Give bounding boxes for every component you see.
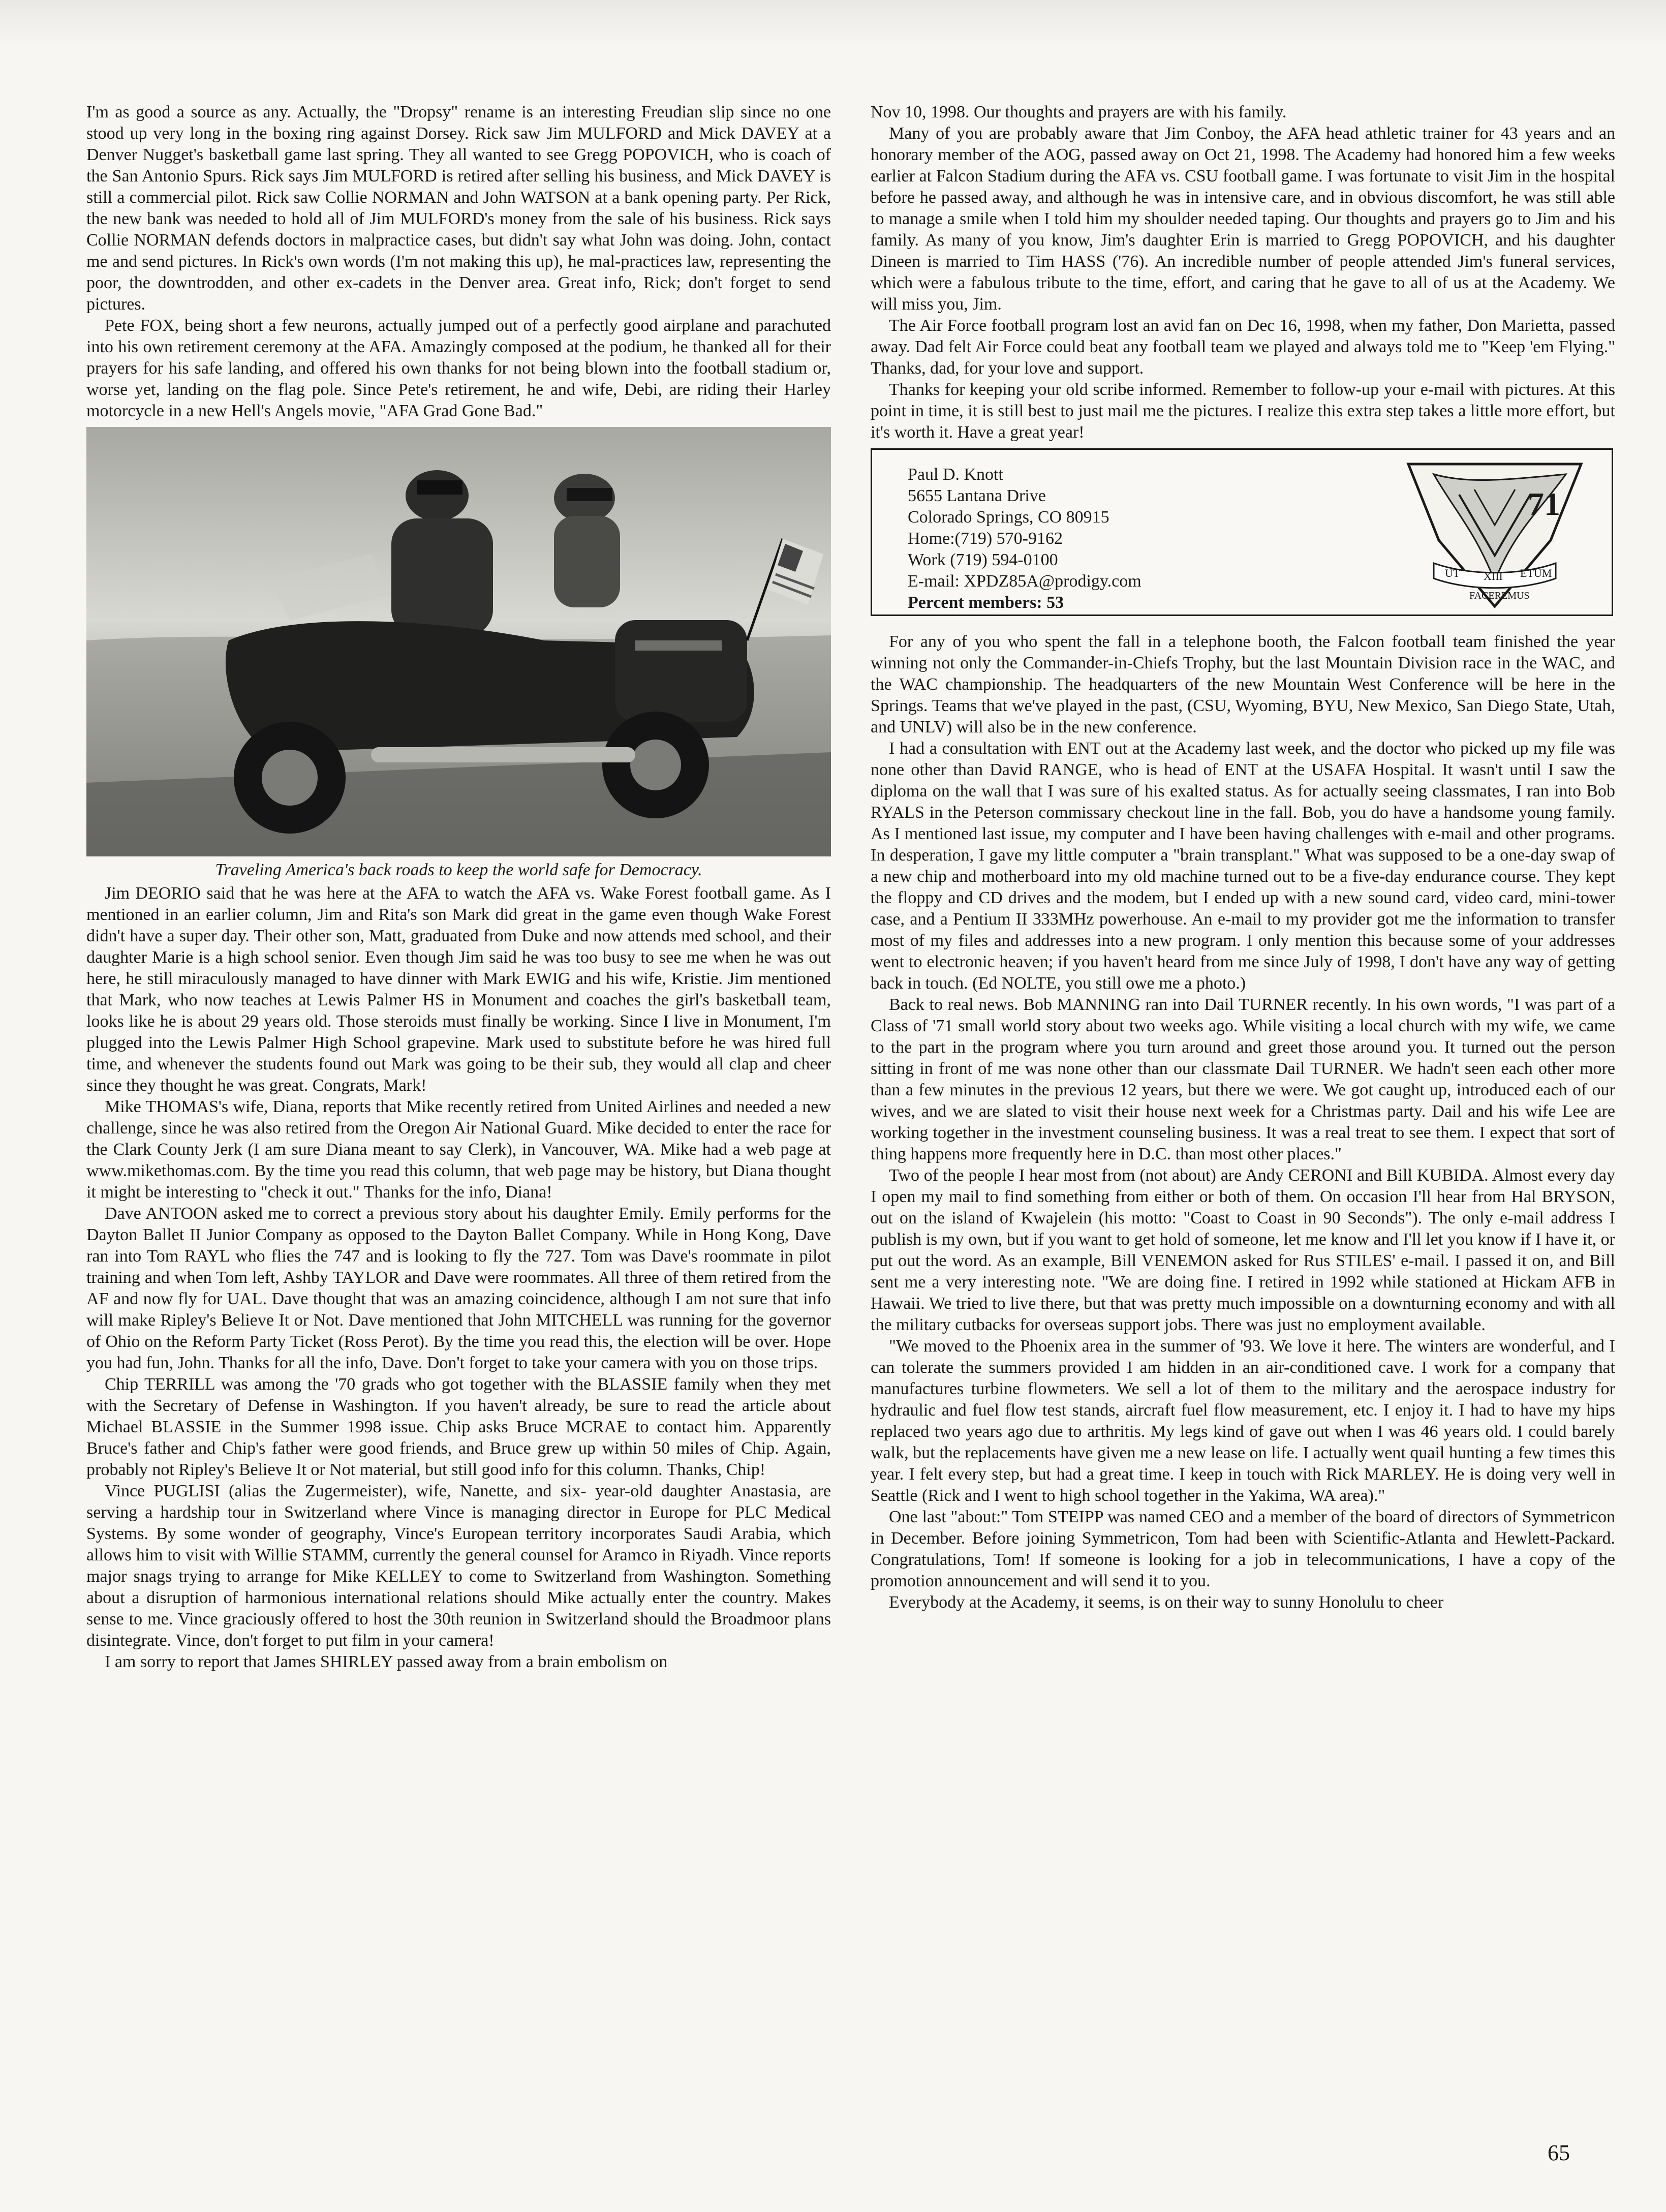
emblem-motto-left: UT xyxy=(1445,567,1460,579)
emblem-motto-bottom: FACEREMUS xyxy=(1469,590,1530,601)
contact-address: 5655 Lantana Drive xyxy=(908,486,1046,505)
paragraph: The Air Force football program lost an avid fan on Dec 16, 1998, when my father, Don Marietta, passed away. Dad felt Air Force could beat any football team we played and always told me to "Keep 'em Flying." Thanks, dad, for your love and support. xyxy=(871,316,1615,378)
contact-work-phone: Work (719) 594-0100 xyxy=(908,550,1058,569)
contact-name: Paul D. Knott xyxy=(908,465,1003,484)
page-top-shade xyxy=(0,0,1666,46)
page-number: 65 xyxy=(1548,2140,1570,2165)
paragraph: For any of you who spent the fall in a telephone booth, the Falcon football team finished the year winning not only the Commander-in-Chiefs Trophy, but the last Mountain Division race in the WAC, and the WAC championship. The headquarters of the new Mountain West Conference will be here in the Springs. Teams that we've played in the past, (CSU, Wyoming, BYU, New Mexico, San Diego State, Utah, and UNLV) will also be in the new conference. xyxy=(871,632,1615,736)
motorcycle-photo xyxy=(86,427,831,856)
paragraph: Mike THOMAS's wife, Diana, reports that Mike recently retired from United Airlines and needed a new challenge, since he was also retired from the Oregon Air National Guard. Mike decided to enter the race for the Clark County Jerk (I am sure Diana meant to say Clerk), in Vancouver, WA. Mike had a web page at www.mikethomas.com. By the time you read this column, that web page may be history, but Diana thought it might be interesting to "check it out." Thanks for the info, Diana! xyxy=(86,1097,831,1202)
paragraph: I am sorry to report that James SHIRLEY passed away from a brain embolism on xyxy=(105,1652,668,1671)
emblem-motto-right: ETUM xyxy=(1520,567,1552,579)
contact-email: E-mail: XPDZ85A@prodigy.com xyxy=(908,572,1141,591)
paragraph: One last "about:" Tom STEIPP was named CEO and a member of the board of directors of Symmetricon in December. Before joining Symmetricon, Tom had been with Scientific-Atlanta and Hewlett-Packard. Congratulations, Tom! If someone is looking for a job in telecommunications, I have a copy of the promotion announcement and will send it to you. xyxy=(871,1508,1615,1590)
paragraph: Jim DEORIO said that he was here at the AFA to watch the AFA vs. Wake Forest football game. As I mentioned in an earlier column, Jim and Rita's son Mark did great in the game even though Wake Forest didn't have a super day. Their other son, Matt, graduated from Duke and now attends med school, and their daughter Marie is a high school senior. Even though Jim said he was too busy to see me when he was out here, he still miraculously managed to have dinner with Mark EWIG and his wife, Kristie. Jim mentioned that Mark, who now teaches at Lewis Palmer HS in Monument and coaches the girl's basketball team, looks like he is about 29 years old. Those steroids must finally be working. Since I live in Monument, I'm plugged into the Lewis Palmer High School grapevine. Mark used to substitute before he was hired full time, and whenever the students found out Mark was going to be their sub, they would all clap and cheer since they thought he was great. Congrats, Mark! xyxy=(86,884,831,1095)
contact-box xyxy=(871,448,1613,616)
paragraph: Pete FOX, being short a few neurons, actually jumped out of a perfectly good airplane and parachuted into his own retirement ceremony at the AFA. Amazingly composed at the podium, he thanked all for their prayers for his safe landing, and offered his own thanks for not being blown into the football stadium or, worse yet, landing on the flag pole. Since Pete's retirement, he and wife, Debi, are riding their Harley motorcycle in a new Hell's Angels movie, "AFA Grad Gone Bad." xyxy=(86,316,831,420)
paragraph: Thanks for keeping your old scribe informed. Remember to follow-up your e-mail with pictures. At this point in time, it is still best to just mail me the pictures. I realize this extra step takes a little more effort, but it's worth it. Have a great year! xyxy=(871,380,1615,442)
percent-members: Percent members: 53 xyxy=(908,593,1064,612)
paragraph: I'm as good a source as any. Actually, the "Dropsy" rename is an interesting Freudian slip since no one stood up very long in the boxing ring against Dorsey. Rick saw Jim MULFORD and Mick DAVEY at a Denver Nugget's basketball game last spring. They all wanted to see Gregg POPOVICH, who is coach of the San Antonio Spurs. Rick says Jim MULFORD is retired after selling his business, and Mick DAVEY is still a commercial pilot. Rick saw Collie NORMAN and John WATSON at a bank opening party. Per Rick, the new bank was needed to hold all of Jim MULFORD's money from the sale of his business. Rick says Collie NORMAN defends doctors in malpractice cases, but didn't say what John was doing. John, contact me and send pictures. In Rick's own words (I'm not making this up), he mal-practices law, representing the poor, the downtrodden, and other ex-cadets in the Denver area. Great info, Rick; don't forget to send pictures. xyxy=(86,103,831,314)
class-crest-emblem xyxy=(1398,454,1591,611)
paragraph: Many of you are probably aware that Jim Conboy, the AFA head athletic trainer for 43 years and an honorary member of the AOG, passed away on Oct 21, 1998. The Academy had honored him a few weeks earlier at Falcon Stadium during the AFA vs. CSU football game. I was fortunate to visit Jim in the hospital before he passed away, and although he was in intensive care, and in obvious discomfort, he was still able to manage a smile when I told him my shoulder needed taping. Our thoughts and prayers go to Jim and his family. As many of you know, Jim's daughter Erin is married to Gregg POPOVICH, and his daughter Dineen is married to Tim HASS ('76). An incredible number of people attended Jim's funeral services, which were a fabulous tribute to the time, effort, and caring that he gave to all of us at the Academy. We will miss you, Jim. xyxy=(871,124,1615,314)
contact-home-phone: Home:(719) 570-9162 xyxy=(908,529,1063,548)
paragraph: Dave ANTOON asked me to correct a previous story about his daughter Emily. Emily performs for the Dayton Ballet II Junior Company as opposed to the Dayton Ballet Company. While in Hong Kong, Dave ran into Tom RAYL who flies the 747 and is looking to fly the 727. Tom was Dave's roommate in pilot training and when Tom left, Ashby TAYLOR and Dave were roommates. All three of them retired from the AF and now fly for UAL. Dave thought that was an amazing coincidence, although I am not sure that info will make Ripley's Believe It or Not. Dave mentioned that John MITCHELL was running for the governor of Ohio on the Reform Party Ticket (Ross Perot). By the time you read this, the election will be over. Hope you had fun, John. Thanks for all the info, Dave. Don't forget to take your camera with you on those trips. xyxy=(86,1204,831,1372)
paragraph: Two of the people I hear most from (not about) are Andy CERONI and Bill KUBIDA. Almost every day I open my mail to find something from either or both of them. On occasion I'll hear from Hal BRYSON, out on the island of Kwajelein (his motto: "Coast to Coast in 90 Seconds"). The only e-mail address I publish is my own, but if you want to get hold of someone, let me know and I'll let you know if I have it, or put out the word. As an example, Bill VENEMON asked for Rus STILES' e-mail. I passed it on, and Bill sent me a very interesting note. "We are doing fine. I retired in 1992 while stationed at Hickam AFB in Hawaii. We tried to live there, but that was pretty much impossible on a downturning economy and with all the military cutbacks for overseas support jobs. There was just no employment available. xyxy=(871,1166,1615,1334)
right-column xyxy=(871,102,1615,1613)
left-column xyxy=(86,102,831,1673)
emblem-motto-center: XIII xyxy=(1484,570,1503,582)
paragraph: Everybody at the Academy, it seems, is on their way to sunny Honolulu to cheer xyxy=(889,1593,1444,1612)
paragraph: Nov 10, 1998. Our thoughts and prayers are with his family. xyxy=(871,103,1287,121)
motorcycle-illustration xyxy=(86,427,831,856)
paragraph: "We moved to the Phoenix area in the summer of '93. We love it here. The winters are wonderful, and I can tolerate the summers provided I am hidden in an air-conditioned cave. I work for a company that manufactures turbine flowmeters. We sell a lot of them to the military and the aerospace industry for hydraulic and fuel flow test stands, aircraft fuel flow measurement, etc. I enjoy it. I had to have my hips replaced two years ago due to arthritis. My legs kind of gave out when I was 46 years old. I could barely walk, but the replacements have given me a new lease on life. I actually went quail hunting a few times this year. I felt every step, but had a great time. I keep in touch with Rick MARLEY. He is doing very well in Seattle (Rick and I went to high school together in the Yakima, WA area)." xyxy=(871,1337,1615,1505)
paragraph: Back to real news. Bob MANNING ran into Dail TURNER recently. In his own words, "I was part of a Class of '71 small world story about two weeks ago. While visiting a local church with my wife, we came to the part in the program where you turn around and greet those around you. It turned out the person sitting in front of me was none other than our classmate Dail TURNER. We hadn't seen each other more than a few minutes in the previous 12 years, but there we were. We got caught up, introduced each of our wives, and we are slated to visit their house next week for a Christmas party. Dail and his wife Lee are working together in the investment counseling business. It was a real treat to see them. I expect that sort of thing happens more frequently here in D.C. than most other places." xyxy=(871,995,1615,1163)
paragraph: I had a consultation with ENT out at the Academy last week, and the doctor who picked up my file was none other than David RANGE, who is head of ENT at the USAFA Hospital. It wasn't until I saw the diploma on the wall that I was sure of his exalted status. As for actually seeing classmates, I ran into Bob RYALS in the Peterson commissary checkout line in the fall. Bob, you do have a handsome young family. As I mentioned last issue, my computer and I have been having challenges with e-mail and other programs. In desperation, I gave my little computer a "brain transplant." What was supposed to be a one-day swap of a new chip and motherboard into my old machine turned out to be a five-day endurance course. They kept the floppy and CD drives and the modem, but I ended up with a new sound card, video card, mini-tower case, and a Pentium II 333MHz powerhouse. An e-mail to my provider got me the information to transfer most of my files and addresses into a new program. I only mention this because some of your addresses went to electronic heaven; if you haven't heard from me since July of 1998, I don't have any way of getting back in touch. (Ed NOLTE, you still owe me a photo.) xyxy=(871,739,1615,993)
paragraph: Vince PUGLISI (alias the Zugermeister), wife, Nanette, and six- year-old daughter Anastasia, are serving a hardship tour in Switzerland where Vince is managing director in Europe for PLC Medical Systems. By some wonder of geography, Vince's European territory incorporates Saudi Arabia, which allows him to visit with Willie STAMM, currently the general counsel for Aramco in Riyadh. Vince reports major snags trying to arrange for Mike KELLEY to come to Switzerland from Washington. Something about a disruption of harmonious international relations should Mike actually enter the country. Makes sense to me. Vince graciously offered to host the 30th reunion in Switzerland should the Broadmoor plans disintegrate. Vince, don't forget to put film in your camera! xyxy=(86,1482,831,1650)
photo-caption: Traveling America's back roads to keep the world safe for Democracy. xyxy=(215,861,702,879)
paragraph: Chip TERRILL was among the '70 grads who got together with the BLASSIE family when they met with the Secretary of Defense in Washington. If you haven't already, be sure to read the article about Michael BLASSIE in the Summer 1998 issue. Chip asks Bruce MCRAE to contact him. Apparently Bruce's father and Chip's father were good friends, and Bruce grew up within 50 miles of Chip. Again, probably not Ripley's Believe It or Not material, but still good info for this column. Thanks, Chip! xyxy=(86,1375,831,1479)
contact-city: Colorado Springs, CO 80915 xyxy=(908,508,1109,527)
contact-details xyxy=(908,464,1141,613)
emblem-year: 71 xyxy=(1528,486,1560,522)
